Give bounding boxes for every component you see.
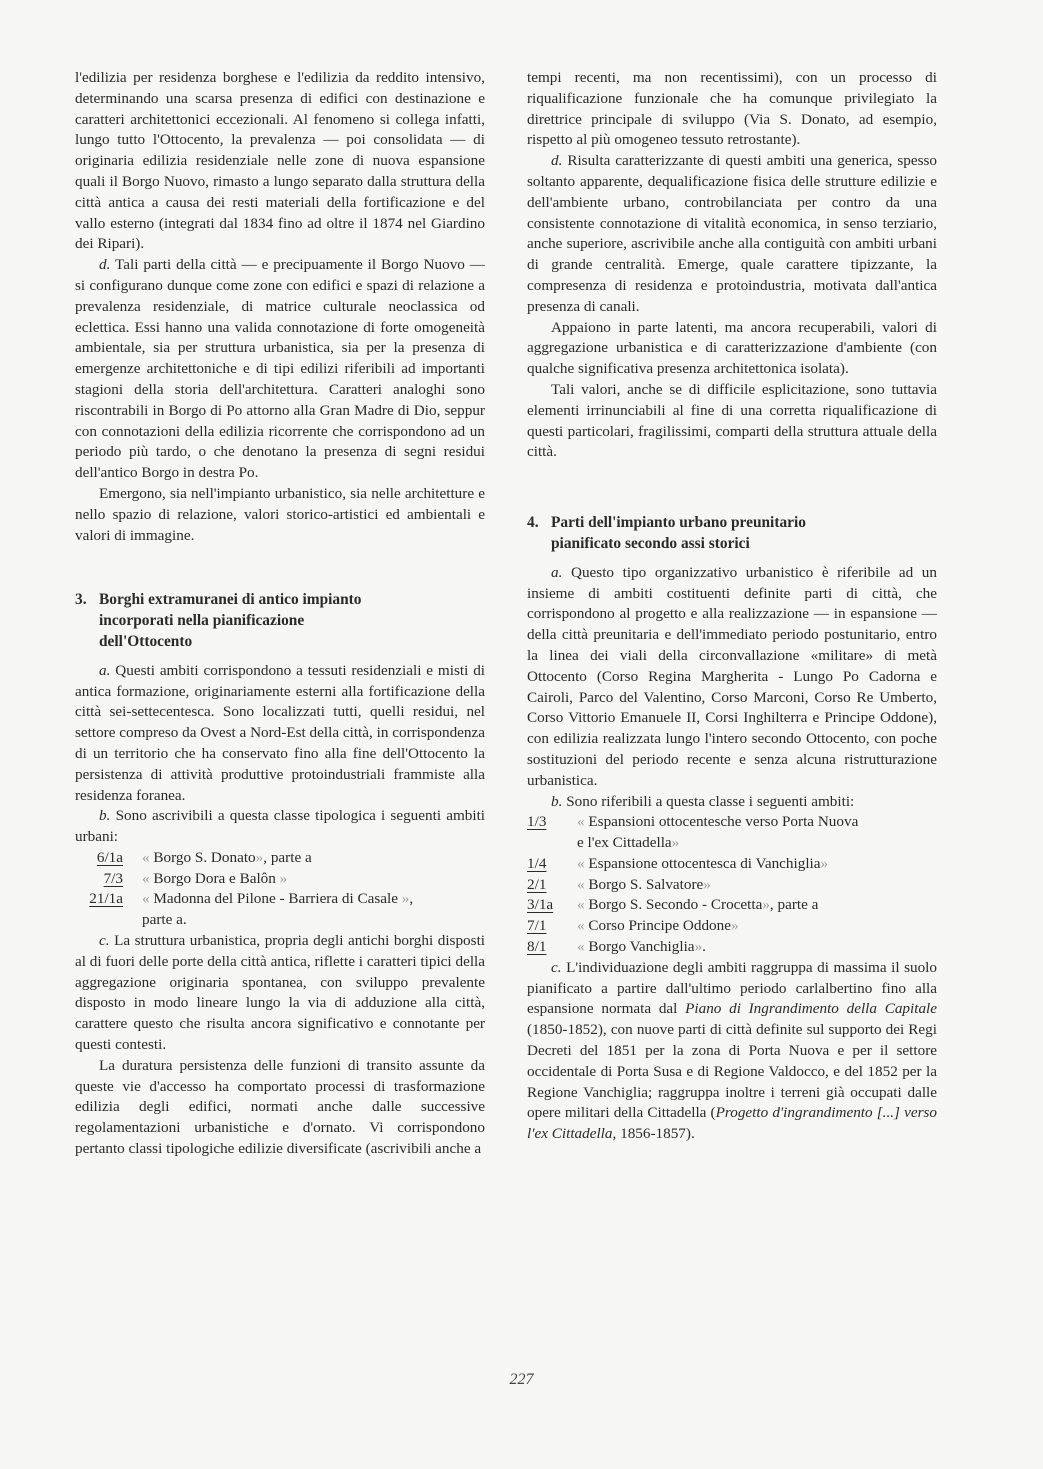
ambiti-list: [527, 812, 937, 958]
ambito-tail: , parte a: [769, 896, 819, 914]
section-number: 3.: [75, 591, 87, 609]
list-item: [75, 848, 485, 869]
paragraph: tempi recenti, ma non recentissimi), con un processo di riqualificazione funzionale che ha comunque privilegiato la direttrice principale di sviluppo (Via S. Donato, ad esempio, rispetto al più omogeneo tessuto retrostante).: [527, 69, 937, 149]
list-item: [527, 895, 937, 916]
ambito-name: Borgo Vanchiglia: [588, 938, 695, 956]
ambito-tail: ,: [409, 890, 414, 908]
quote-mark: «: [577, 917, 585, 935]
heading-line: pianificato secondo assi storici: [551, 534, 750, 552]
paragraph: [75, 661, 485, 807]
ambito-name: Madonna del Pilone - Barriera di Casale: [153, 890, 398, 908]
ambito-code: 2/1: [527, 875, 547, 893]
paragraph-text: Questo tipo organizzativo urbanistico è riferibile ad un insieme di ambiti costituenti definite parti di città, che corrispondono al progetto e alla realizzazione — in espansione — della città preunitaria e dell'immediato periodo postunitario, entro la linea dei viali della circonvallazione «militare» di metà Ottocento (Corso Regina Margherita - Lungo Po Cadorna e Cairoli, Parco del Valentino, Corso Marconi, Corso Re Umberto, Corso Vittorio Emanuele II, Corsi Inghilterra e Principe Oddone), con edilizia realizzata lungo l'intero secondo Ottocento, con poche sostituzioni del periodo recente e senza alcuna ristrutturazione urbanistica.: [527, 563, 937, 789]
ambito-name: Borgo Dora e Balôn: [153, 869, 276, 887]
paragraph-text: Tali parti della città — e precipuamente il Borgo Nuovo — si configurano dunque come zone con edifici e spazi di relazione a prevalenza residenziale, di matrice culturale neoclassica od eclettica. Essi hanno una valida connotazione di forte omogeneità ambientale, sia per struttura urbanistica, sia per la presenza di emergenze architettoniche e di tipi edilizi riferibili ad importanti stagioni della storia dell'architettura. Caratteri analoghi sono riscontrabili in Borgo di Po attorno alla Gran Madre di Dio, seppur con connotazioni della edilizia ricorrente che corrispondono ad un periodo più tardo, o che denotano la presenza di segni residui dell'antico Borgo in destra Po.: [75, 256, 485, 482]
ambito-code: 7/1: [527, 917, 547, 935]
ambito-code: 7/3: [103, 869, 123, 887]
ambito-name: Espansione ottocentesca di Vanchiglia: [588, 854, 821, 872]
quote-mark: «: [142, 848, 150, 866]
quote-mark: «: [577, 854, 585, 872]
ambito-code: 1/4: [527, 854, 547, 872]
heading-line: dell'Ottocento: [99, 632, 193, 650]
ambito-code: 1/3: [527, 813, 547, 831]
title-citation: Progetto d'ingrandimento [...] verso l'ex Cittadella,: [527, 1104, 937, 1143]
right-column: [527, 68, 937, 1145]
heading-line: Parti dell'impianto urbano preunitario: [551, 514, 806, 532]
quote-mark: »: [671, 834, 680, 852]
paragraph: [75, 255, 485, 484]
section-number: 4.: [527, 514, 539, 532]
paragraph-text: 1856-1857).: [616, 1125, 695, 1143]
ambito-name: Corso Principe Oddone: [588, 917, 731, 935]
item-label: d.: [551, 152, 563, 170]
heading-line: Borghi extramuranei di antico impianto: [99, 591, 362, 609]
ambito-name: Borgo S. Salvatore: [588, 875, 704, 893]
page-number: 227: [509, 1371, 534, 1388]
paragraph: Appaiono in parte latenti, ma ancora recuperabili, valori di aggregazione urbanistica e di caratterizzazione d'ambiente (con qualche significativa presenza architettonica isolata).: [527, 318, 937, 378]
item-label: c.: [551, 958, 562, 976]
ambito-code: 21/1a: [89, 890, 123, 908]
paragraph: [527, 958, 937, 1145]
list-item: [75, 889, 485, 931]
item-label: d.: [99, 256, 111, 274]
left-column: [75, 68, 485, 1160]
quote-mark: »: [820, 854, 829, 872]
heading-line: incorporati nella pianificazione: [99, 612, 305, 630]
quote-mark: »: [279, 869, 288, 887]
quote-mark: »: [401, 890, 410, 908]
item-label: b.: [551, 792, 563, 810]
list-item: [527, 875, 937, 896]
ambito-continuation: parte a.: [142, 911, 187, 929]
item-label: c.: [99, 932, 110, 950]
paragraph: La duratura persistenza delle funzioni di transito assunte da queste vie d'accesso ha comportato processi di trasformazione edilizia degli edifici, normati anche dalle successive regolamentazioni urbanistiche e d'ornato. Vi corrispondono pertanto classi tipologiche edilizie diversificate (ascrivibili anche a: [75, 1056, 485, 1158]
ambito-continuation: [577, 833, 937, 854]
quote-mark: «: [142, 890, 150, 908]
ambito-code: 8/1: [527, 938, 547, 956]
quote-mark: »: [255, 848, 264, 866]
paragraph-text: Risulta caratterizzante di questi ambiti una generica, spesso soltanto apparente, dequalificazione fisica delle strutture edilizie e dell'ambiente urbano, controbilanciata per contro da una consistente connotazione di vitalità economica, in senso terziario, anche superiore, ascrivibile anche alla contiguità con ambiti urbani di grande centralità. Emerge, quale carattere tipizzante, la compresenza di residenza e protoindustria, motivata dall'antica presenza di canali.: [527, 152, 937, 315]
quote-mark: »: [703, 875, 711, 893]
paragraph: [75, 806, 485, 848]
paragraph-text: L'individuazione degli ambiti raggruppa di massima il suolo pianificato a partire dall'ultimo periodo carlalbertino fino alla espansione normata dal: [527, 958, 937, 1018]
list-item: [527, 916, 937, 937]
paragraph: [75, 931, 485, 1056]
paragraph: Tali valori, anche se di difficile esplicitazione, sono tuttavia elementi irrinunciabili al fine di una corretta riqualificazione di questi particolari, fragilissimi, comparti della struttura attuale della città.: [527, 380, 937, 461]
ambito-tail: .: [702, 938, 706, 956]
list-item: [527, 937, 937, 958]
paragraph: [527, 563, 937, 792]
quote-mark: «: [142, 869, 150, 887]
list-item: [527, 812, 937, 854]
item-label: a.: [99, 661, 111, 679]
quote-mark: «: [577, 896, 585, 914]
paragraph-text: Sono riferibili a questa classe i seguenti ambiti:: [566, 792, 855, 810]
paragraph-text: La struttura urbanistica, propria degli antichi borghi disposti al di fuori delle porte della città antica, riflette i caratteri tipici della aggregazione originaria spontanea, con sviluppo prevalente disposto in modo lineare lungo la via di adduzione alla città, carattere questo che risulta ancora significativo e connotante per questi contesti.: [75, 932, 486, 1054]
paragraph: l'edilizia per residenza borghese e l'edilizia da reddito intensivo, determinando una scarsa presenza di edifici con destinazione e caratteri architettonici eccezionali. Al fenomeno si collega infatti, lungo tutto l'Ottocento, la prevalenza — poi consolidata — di originaria edilizia residenziale nelle zone di nuova espansione quali il Borgo Nuovo, rimasto a lungo separato dalla struttura della città antica a causa dei resti materiali della fortificazione e del vallo esterno (integrati dal 1834 fino ad oltre il 1874 nel Giardino dei Ripari).: [75, 69, 485, 253]
ambito-code: 3/1a: [527, 896, 554, 914]
paragraph: [527, 792, 937, 813]
ambito-tail: , parte a: [263, 848, 312, 866]
quote-mark: »: [762, 896, 770, 914]
title-citation: Piano di Ingrandimento della Capitale: [685, 1000, 938, 1018]
item-label: b.: [99, 807, 111, 825]
list-item: [527, 854, 937, 875]
section-heading: [527, 513, 937, 555]
quote-mark: «: [577, 813, 585, 831]
quote-mark: «: [577, 875, 585, 893]
quote-mark: «: [577, 938, 585, 956]
paragraph: Emergono, sia nell'impianto urbanistico, sia nelle architetture e nello spazio di relazione, valori storico-artistici ed ambientali e valori di immagine.: [75, 484, 485, 544]
paragraph-text: (1850-1852), con nuove parti di città definite sul supporto dei Regi Decreti del 1851 per la zona di Porta Nuova e per il settore occidentale di Porta Susa e di Regione Valdocco, e del 1852 per la Regione Vanchiglia; raggruppa inoltre i terreni già occupati dalle opere militari della Cittadella (: [527, 1021, 937, 1122]
quote-mark: »: [730, 917, 739, 935]
ambito-name: Espansioni ottocentesche verso Porta Nuova: [588, 813, 859, 831]
list-item: [75, 869, 485, 890]
paragraph-text: Questi ambiti corrispondono a tessuti residenziali e misti di antica formazione, originariamente esterni alla fortificazione della città sei-settecentesca. Sono localizzati tutti, quelli residui, nel settore compreso da Ovest a Nord-Est della città, in corrispondenza di un territorio che ha conservato fino alla fine dell'Ottocento la persistenza di attività produttive protoindustriali frammiste alla residenza foranea.: [75, 661, 486, 804]
ambito-name: Borgo S. Secondo - Crocetta: [588, 896, 763, 914]
paragraph: [527, 151, 937, 317]
ambito-name: Borgo S. Donato: [153, 848, 256, 866]
item-label: a.: [551, 563, 563, 581]
section-heading: [75, 590, 485, 652]
ambiti-list: [75, 848, 485, 931]
quote-mark: »: [694, 938, 703, 956]
ambito-continuation-text: e l'ex Cittadella: [577, 834, 672, 852]
ambito-code: 6/1a: [96, 848, 123, 866]
paragraph-text: Sono ascrivibili a questa classe tipologica i seguenti ambiti urbani:: [75, 807, 486, 846]
